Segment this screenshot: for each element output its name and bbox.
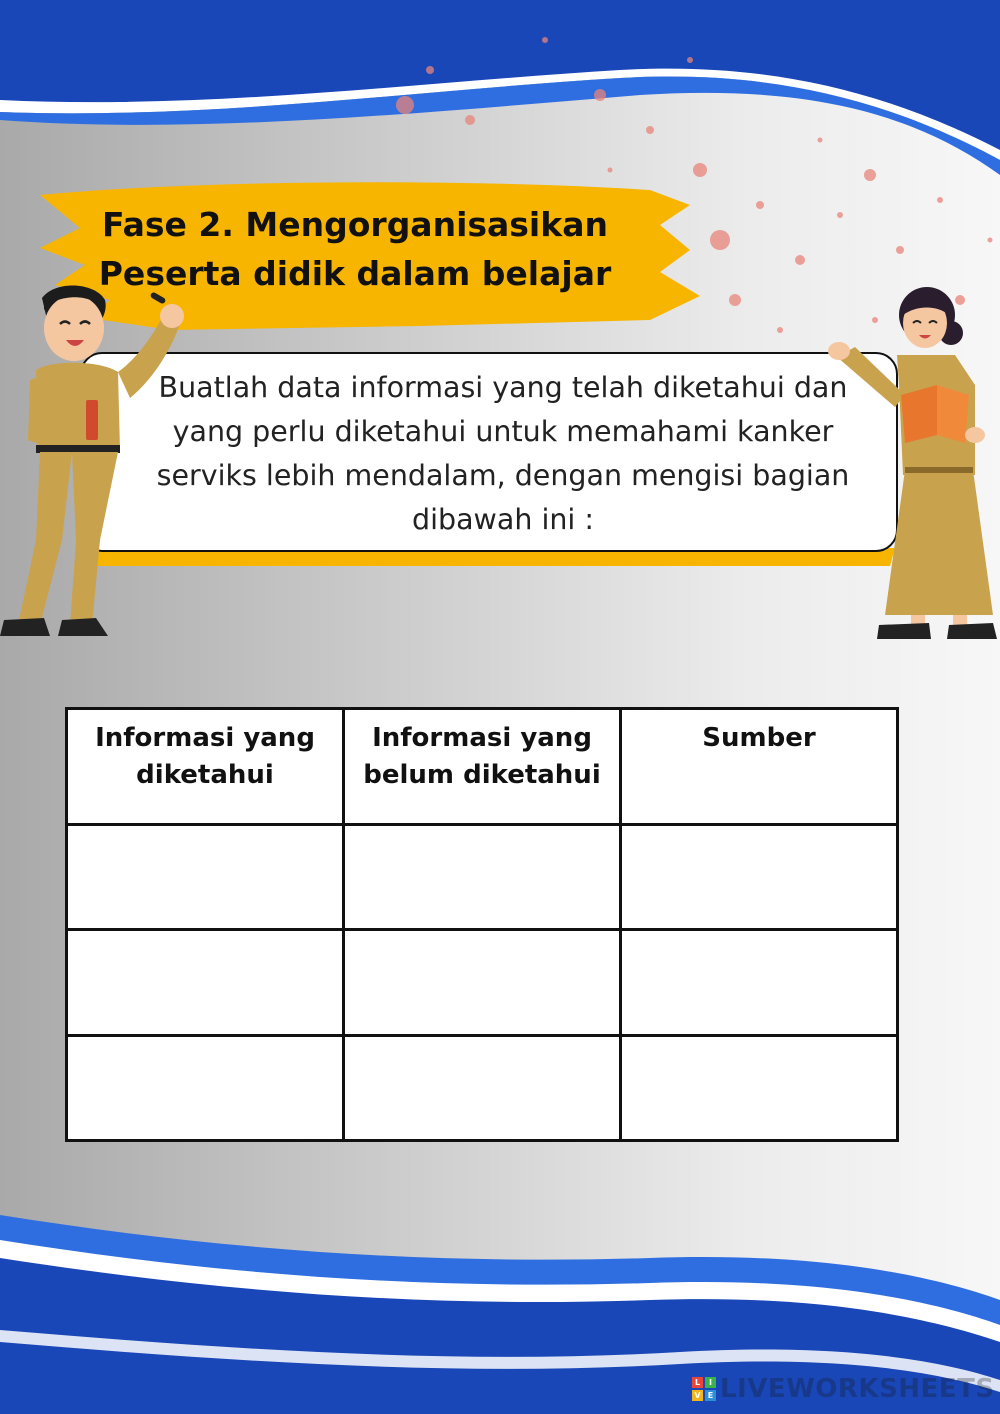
- liveworksheets-logo-icon: L I V E: [692, 1377, 716, 1401]
- liveworksheets-watermark: [692, 1374, 995, 1404]
- answer-cell-known[interactable]: [67, 930, 344, 1035]
- answer-cell-known[interactable]: [67, 1035, 344, 1140]
- answer-cell-unknown[interactable]: [344, 930, 621, 1035]
- answer-cell-unknown[interactable]: [344, 1035, 621, 1140]
- title-line-2: Peserta didik dalam belajar: [98, 254, 612, 293]
- table-row: [67, 825, 898, 930]
- watermark-text: LIVEWORKSHEETS: [720, 1374, 995, 1404]
- instruction-text: Buatlah data informasi yang telah diketahui dan yang perlu diketahui untuk memahami kanker serviks lebih mendalam, dengan mengisi bagian dibawah ini :: [156, 371, 850, 536]
- answer-cell-unknown[interactable]: [344, 825, 621, 930]
- table-header-row: [67, 709, 898, 825]
- answer-cell-source[interactable]: [621, 1035, 898, 1140]
- answer-cell-source[interactable]: [621, 930, 898, 1035]
- header-source: Sumber: [621, 709, 898, 825]
- table-row: [67, 930, 898, 1035]
- table-row: [67, 1035, 898, 1140]
- page-title: [60, 200, 650, 298]
- answer-cell-known[interactable]: [67, 825, 344, 930]
- header-unknown-info: Informasi yang belum diketahui: [344, 709, 621, 825]
- header-known-info: Informasi yang diketahui: [67, 709, 344, 825]
- worksheet-table: [65, 707, 899, 1142]
- answer-cell-source[interactable]: [621, 825, 898, 930]
- title-line-1: Fase 2. Mengorganisasikan: [102, 205, 608, 244]
